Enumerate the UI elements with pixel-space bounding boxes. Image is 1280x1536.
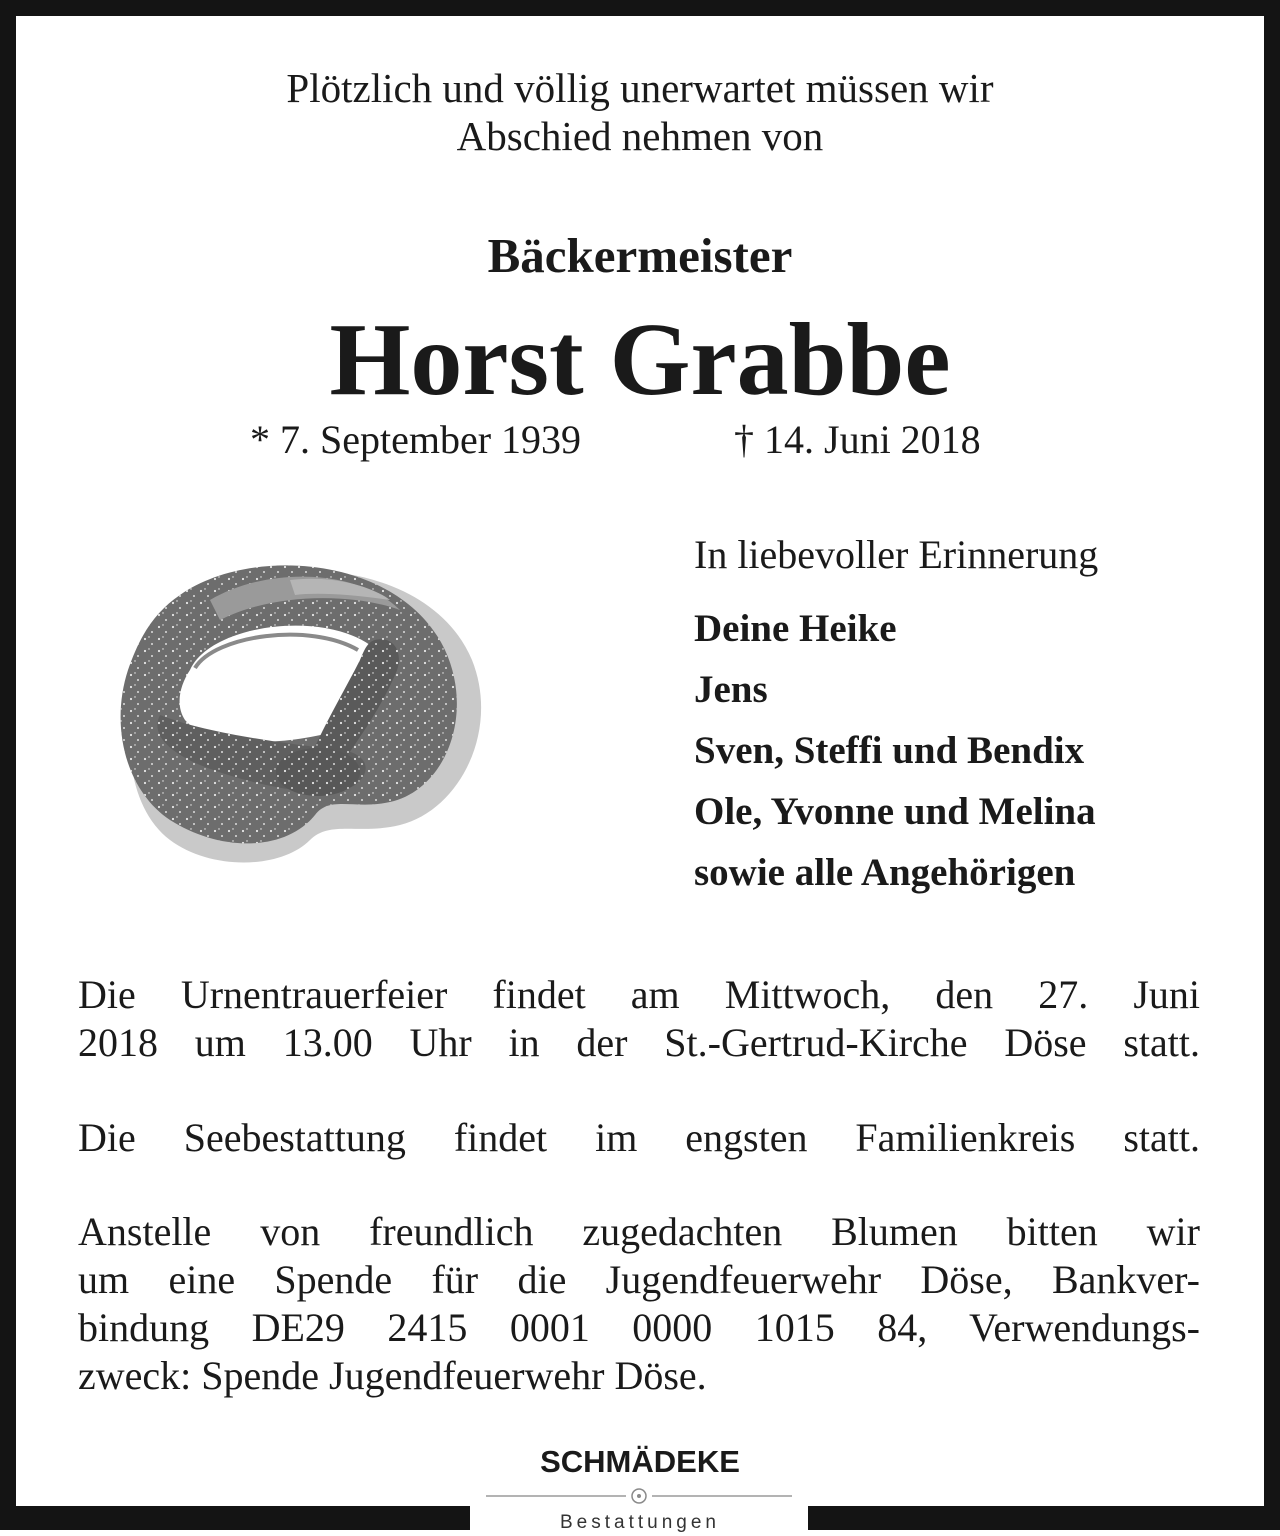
memory-line: In liebevoller Erinnerung <box>694 532 1099 577</box>
death-date: † 14. Juni 2018 <box>734 417 981 462</box>
donation-line: um eine Spende für die Jugendfeuerwehr Döse, Bankver- <box>78 1257 1200 1302</box>
intro-line-1: Plötzlich und völlig unerwartet müssen wir <box>286 65 994 111</box>
donation-paragraph <box>78 1208 1200 1400</box>
intro-line-2: Abschied nehmen von <box>456 113 824 159</box>
ceremony-line: Die Urnentrauerfeier findet am Mittwoch, den 27. Juni <box>78 972 1200 1017</box>
mourner-name: Sven, Steffi und Bendix <box>694 729 1085 772</box>
donation-line: zweck: Spende Jugendfeuerwehr Döse. <box>78 1353 707 1398</box>
funeral-home-subtitle: Bestattungen <box>560 1512 720 1533</box>
mourners-block <box>694 526 1098 903</box>
mourner-name: Ole, Yvonne und Melina <box>694 790 1096 833</box>
profession-title: Bäckermeister <box>487 228 793 283</box>
ceremony-paragraph <box>78 971 1200 1067</box>
sea-burial-paragraph <box>78 1114 1200 1162</box>
donation-line: Anstelle von freundlich zugedachten Blumen bitten wir <box>78 1209 1200 1254</box>
ceremony-line: 2018 um 13.00 Uhr in der St.-Gertrud-Kirche Döse statt. <box>78 1020 1200 1065</box>
intro-text <box>0 64 1280 160</box>
mourner-name: sowie alle Angehörigen <box>694 851 1076 894</box>
pretzel-icon <box>100 540 500 880</box>
mourner-name: Jens <box>694 668 768 711</box>
sea-burial-line: Die Seebestattung findet im engsten Familienkreis statt. <box>78 1115 1200 1160</box>
deceased-name: Horst Grabbe <box>329 302 951 417</box>
funeral-home-name: SCHMÄDEKE <box>540 1444 740 1479</box>
donation-line: bindung DE29 2415 0001 0000 1015 84, Verwendungs- <box>78 1305 1200 1350</box>
mourner-name: Deine Heike <box>694 607 897 650</box>
frame-top-border <box>0 0 1280 16</box>
birth-date: * 7. September 1939 <box>250 417 582 462</box>
logo-ornament-icon <box>486 1484 792 1508</box>
